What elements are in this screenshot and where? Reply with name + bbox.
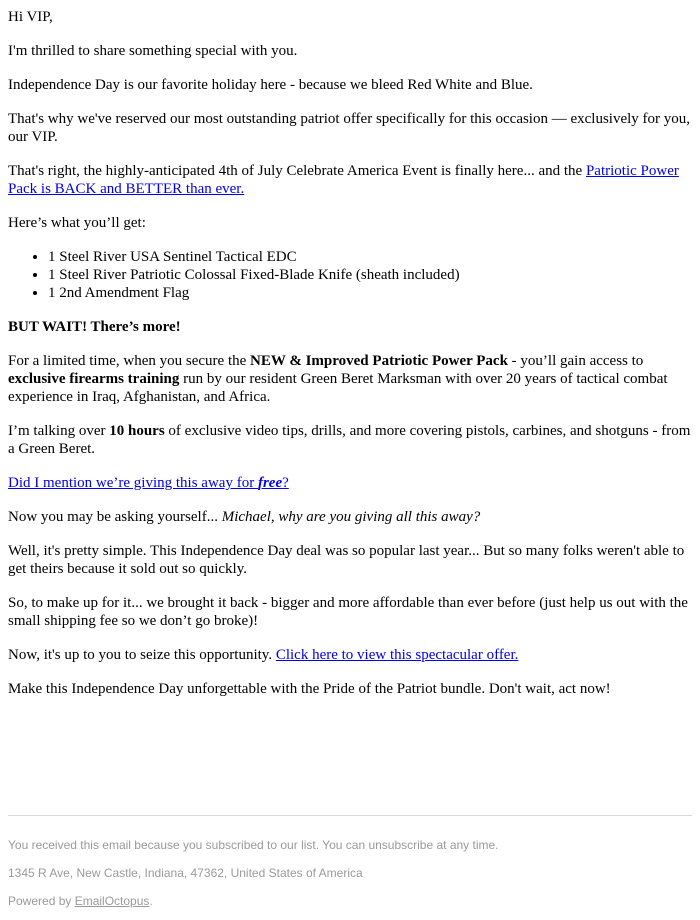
question-text: Now you may be asking yourself... [8,509,222,525]
but-wait-text: BUT WAIT! There’s more! [8,319,181,335]
training-text-e: run by our resident Green Beret Marksman with over 20 years of tactical combat experience in Iraq, Afghanistan, and Africa. [8,371,668,405]
question-italic: Michael, why are you giving all this away? [221,509,481,525]
cta-text: Now, it's up to you to seize this opportunity. [8,647,276,663]
intro-paragraph: I'm thrilled to share something special with you. [8,43,298,59]
email-footer [8,815,692,908]
sender-address: 1345 R Ave, New Castle, Indiana, 47362, United States of America [8,866,363,880]
training-text-bold-pack: NEW & Improved Patriotic Power Pack [250,353,508,369]
popularity-paragraph: Well, it's pretty simple. This Independence Day deal was so popular last year... But so many folks weren't able to get theirs because it sold out so quickly. [8,543,685,577]
list-intro: Here’s what you’ll get: [8,215,146,231]
powered-by [8,894,692,908]
powered-by-suffix: . [149,894,153,908]
offer-items-list [8,248,692,302]
greeting: Hi VIP, [8,9,53,25]
list-item: • 1 Steel River USA Sentinel Tactical EDC [48,248,692,266]
cta-paragraph [8,646,692,664]
training-text-bold-training: exclusive firearms training [8,371,180,387]
free-paragraph [8,474,692,492]
hours-text-a: I’m talking over [8,423,110,439]
list-item: • 1 2nd Amendment Flag [48,284,692,302]
event-text: That's right, the highly-anticipated 4th of July Celebrate America Event is finally here... and the [8,163,586,179]
powered-by-prefix: Powered by [8,894,75,908]
view-offer-link[interactable]: Click here to view this spectacular offer. [275,647,519,663]
makeup-paragraph: So, to make up for it... we brought it back - bigger and more affordable than ever before (just help us out with the small shipping fee so we don’t go broke)! [8,595,688,629]
offer-paragraph: That's why we've reserved our most outstanding patriot offer specifically for this occasion — exclusively for you, our VIP. [8,111,691,145]
hours-paragraph [8,422,692,458]
emailoctopus-link[interactable]: EmailOctopus [74,894,150,908]
training-text-a: For a limited time, when you secure the [8,353,251,369]
subscription-notice: You received this email because you subscribed to our list. You can unsubscribe at any time. [8,838,499,852]
list-item: • 1 Steel River Patriotic Colossal Fixed-Blade Knife (sheath included) [48,266,692,284]
free-link-suffix: ? [282,475,289,491]
power-pack-link[interactable]: Patriotic Power Pack is BACK and BETTER than ever. [8,163,679,197]
but-wait-heading [8,318,692,336]
event-paragraph [8,162,692,198]
training-paragraph [8,352,692,406]
training-text-c: - you’ll gain access to [507,353,644,369]
free-link-text: Did I mention we’re giving this away for [8,475,258,491]
free-link-emphasis: free [257,475,283,491]
closing-paragraph: Make this Independence Day unforgettable with the Pride of the Patriot bundle. Don't wait, act now! [8,681,611,697]
question-paragraph [8,508,692,526]
hours-text-c: of exclusive video tips, drills, and more covering pistols, carbines, and shotguns - from a Green Beret. [8,423,691,457]
holiday-paragraph: Independence Day is our favorite holiday here - because we bleed Red White and Blue. [8,77,533,93]
hours-text-bold: 10 hours [109,423,165,439]
free-link[interactable] [8,475,289,491]
